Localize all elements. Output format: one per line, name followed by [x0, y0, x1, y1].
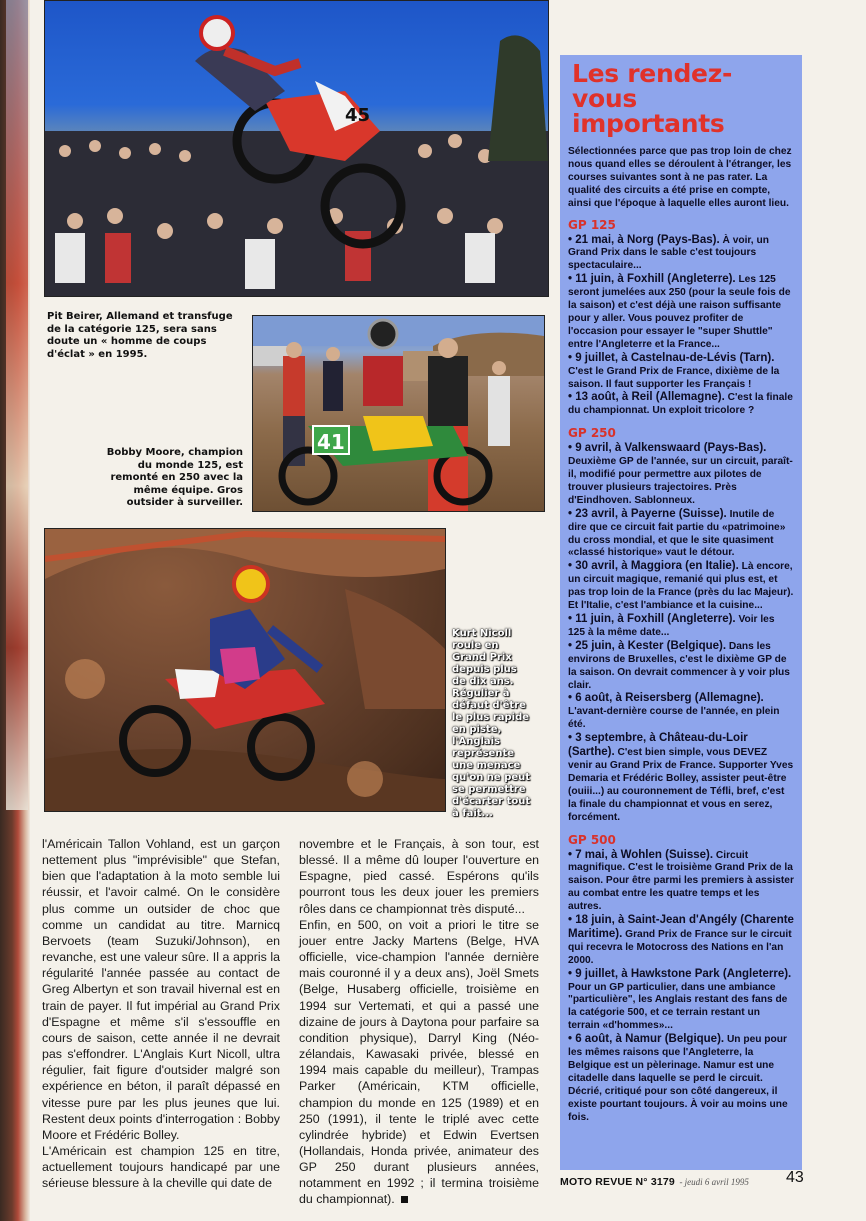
photo-bobby-moore: [252, 315, 545, 512]
event-description: L'avant-dernière course de l'année, en plein été.: [568, 706, 780, 731]
sidebar-event-item: [568, 692, 794, 732]
event-date-location: • 21 mai, à Norg (Pays-Bas).: [568, 233, 720, 246]
event-description: Circuit magnifique. C'est le troisième Grand Prix de la saison. Pour être parmi les premiers à assister au combat entre les quatre temps et les autres.: [568, 849, 794, 913]
event-description: Pour un GP particulier, dans une ambiance "particulière", les Anglais restant des fans de la catégorie 500, et ce terrain restant un terrain «d'hommes»...: [568, 981, 788, 1032]
sidebar-section-heading: GP 500: [568, 832, 616, 847]
sidebar-event-item: [568, 732, 794, 824]
caption-photo2: Bobby Moore, champion du monde 125, est remonté en 250 avec la même équipe. Gros outsider à surveiller.: [106, 447, 243, 508]
sidebar-event-item: [568, 508, 794, 561]
sidebar-intro: Sélectionnées parce que pas trop loin de chez nous quand elles se déroulent à l'étranger, les courses suivantes sont à ne pas rater. La qualité des circuits a été prise en compte, ainsi que l'époque à laquelle elles auront lieu.: [568, 146, 792, 209]
sidebar-title: Les rendez-vous importants: [572, 59, 733, 138]
sidebar-event-item: [568, 391, 794, 418]
event-description: Les 125 seront jumelées aux 250 (pour la seule fois de la saison) et c'est déjà une raison suffisante pour y aller. Vous pouvez profiter de l'occasion pour essayer le "super Shuttle" entre l'Angleterre et la France...: [568, 274, 791, 350]
sidebar-section-heading: GP 125: [568, 217, 616, 232]
event-date-location: • 23 avril, à Payerne (Suisse).: [568, 507, 727, 520]
binding-spine: [0, 0, 30, 1221]
event-date-location: • 11 juin, à Foxhill (Angleterre).: [568, 613, 736, 625]
article-paragraph: Enfin, en 500, on voit a priori le titre se jouer entre Jacky Martens (Belge, HVA officielle, vice-champion l'année dernière mais couronné il y a deux ans), Joël Smets (Belge, Husaberg officielle, troisième en 1994 sur Vertemati, et qui a passé une dizaine de jours à Daytona pour parfaire sa condition physique), Darryl King (Néo-zélandais, Kawasaki privée, blessé en 1994 mais capable du meilleur), Trampas Parker (Américain, KTM officielle, champion du monde en 125 (1989) et en 250 (1991), il tente le triplé avec cette cylindrée hybride) et Edwin Evertsen (Hollandais, Honda privée, animateur des GP 250 durant plusieurs années, notamment en 1992 ; il termina troisième du championnat).: [299, 917, 539, 1207]
sidebar-event-item: [568, 849, 794, 915]
event-date-location: • 25 juin, à Kester (Belgique).: [568, 639, 727, 652]
photo-pit-beirer: [44, 0, 549, 297]
sidebar-event-item: [568, 352, 794, 392]
article-paragraph: L'Américain est champion 125 en titre, actuellement toujours handicapé par une sérieuse blessure à la cheville qui date de: [42, 1143, 280, 1191]
event-date-location: • 6 août, à Namur (Belgique).: [568, 1033, 725, 1046]
photo-kurt-nicoll: [44, 528, 446, 812]
sidebar-event-item: [568, 613, 794, 640]
event-description: C'est la finale du championnat. Un exploit tricolore ?: [568, 392, 793, 417]
article-paragraph: l'Américain Tallon Vohland, est un garçon nettement plus "imprévisible" que Stefan, bien que l'adaptation à la moto semble lui réussir, et l'avoir calmé. On le considère plus comme un outsider de choc que comme un candidat au titre. Marnicq Bervoets (team Suzuki/Johnson), en revanche, est une valeur sûre. Il a appris la régularité l'année passée au contact de Greg Albertyn et son travail hivernal est en train de payer. Il fut impérial au Grand Prix d'Espagne et même s'il s'essouffle en cours de saison, cette année il ne devrait pas s'effondrer. L'Anglais Kurt Nicoll, ultra régulier, fait figure d'outsider malgré son expérience en béton, il paraît dépassé en vitesse pure par les plus jeunes que lui. Restent deux points d'interrogation : Bobby Moore et Frédéric Bolley.: [42, 837, 280, 1142]
event-description: Dans les environs de Bruxelles, c'est le dixième GP de la saison. On devrait commencer à y voir plus clair.: [568, 640, 790, 691]
event-date-location: • 30 avril, à Maggiora (en Italie).: [568, 560, 739, 573]
event-description: Grand Prix de France sur le circuit qui recevra le Motocross des Nations en l'an 2000.: [568, 928, 792, 966]
sidebar-rendez-vous: [560, 55, 802, 1170]
end-of-article-mark: [401, 1196, 408, 1203]
event-description: C'est le Grand Prix de France, dixième de la saison. Il faut supporter les Français !: [568, 365, 780, 390]
article-column-1: [42, 836, 280, 1191]
sidebar-event-item: [568, 273, 794, 351]
event-description: Là encore, un circuit magique, remanié qui plus est, et pas trop loin de la France (près du lac Majeur). Et l'Italie, c'est l'ambiance et la cuisine...: [568, 561, 794, 612]
event-date-location: • 6 août, à Reisersberg (Allemagne).: [568, 692, 764, 705]
sidebar-event-item: [568, 914, 794, 968]
caption-photo1: Pit Beirer, Allemand et transfuge de la catégorie 125, sera sans doute un « homme de coups d'éclat » en 1995.: [47, 311, 233, 360]
sidebar-event-item: [568, 968, 794, 1034]
sidebar-event-item: [568, 560, 794, 613]
sidebar-event-item: [568, 234, 794, 274]
bike-number-41: 41: [317, 430, 345, 454]
event-description: Un peu pour les mêmes raisons que l'Angleterre, la Belgique est un pèlerinage. Namur est une citadelle dans laquelle se perd le circuit. Décrié, critiqué pour son côté dangereux, il existe pourtant toujours. À voir au moins une fois.: [568, 1034, 788, 1123]
event-date-location: • 13 août, à Reil (Allemagne).: [568, 391, 725, 404]
magazine-issue: MOTO REVUE N° 3179: [560, 1176, 675, 1188]
event-date-location: • 9 avril, à Valkenswaard (Pays-Bas).: [568, 442, 767, 455]
event-description: À voir, un Grand Prix dans le sable c'est toujours spectaculaire...: [568, 234, 769, 272]
article-paragraph: novembre et le Français, à son tour, est blessé. Il a même dû louper l'ouverture en Espagne, pied cassé. Espérons qu'ils pourront tous les deux jouer les premiers rôles dans ce championnat très disputé...: [299, 837, 539, 916]
sidebar-event-item: [568, 1033, 794, 1124]
bike-number-45: 45: [345, 105, 371, 126]
caption-photo3: Kurt Nicoll roule en Grand Prix depuis plus de dix ans. Régulier à défaut d'être le plus rapide en piste, l'Anglais représente une menace qu'on ne peut se permettre d'écarter tout à fait...: [452, 628, 531, 819]
event-description: C'est bien simple, vous DEVEZ venir au Grand Prix de France. Supporter Yves Demaria et Frédéric Bolley, assister peut-être (ouiii...) au couronnement de Téfli, bref, c'est la finale du championnat et vous en serez, forcément.: [568, 747, 794, 823]
event-date-location: • 18 juin, à Saint-Jean d'Angély (Charente Maritime).: [568, 914, 794, 940]
event-date-location: • 7 mai, à Wohlen (Suisse).: [568, 848, 714, 861]
sidebar-event-item: [568, 442, 794, 508]
article-column-2: [299, 836, 539, 1208]
event-date-location: • 9 juillet, à Castelnau-de-Lévis (Tarn).: [568, 351, 775, 364]
sidebar-section-heading: GP 250: [568, 426, 616, 441]
event-date-location: • 9 juillet, à Hawkstone Park (Angleterre).: [568, 967, 792, 980]
sidebar-sections: [568, 218, 794, 1125]
event-description: Deuxième GP de l'année, sur un circuit, paraît-il, modifié pour permettre aux pilotes de trouver plusieurs trajectoires. Près d'Eindhoven. Sablonneux.: [568, 456, 793, 506]
event-description: Voir les 125 à la même date...: [568, 614, 775, 638]
issue-date: - jeudi 6 avril 1995: [679, 1177, 749, 1187]
sidebar-event-item: [568, 640, 794, 693]
event-description: Inutile de dire que ce circuit fait partie du «patrimoine» du cross mondial, et que le site quasiment «classé historique» vaut le détour.: [568, 508, 786, 559]
page-number: 43: [786, 1169, 804, 1186]
previous-page-edge: [6, 0, 28, 810]
event-date-location: • 3 septembre, à Château-du-Loir (Sarthe).: [568, 732, 748, 759]
event-date-location: • 11 juin, à Foxhill (Angleterre).: [568, 273, 736, 286]
page-footer: [560, 1169, 810, 1192]
